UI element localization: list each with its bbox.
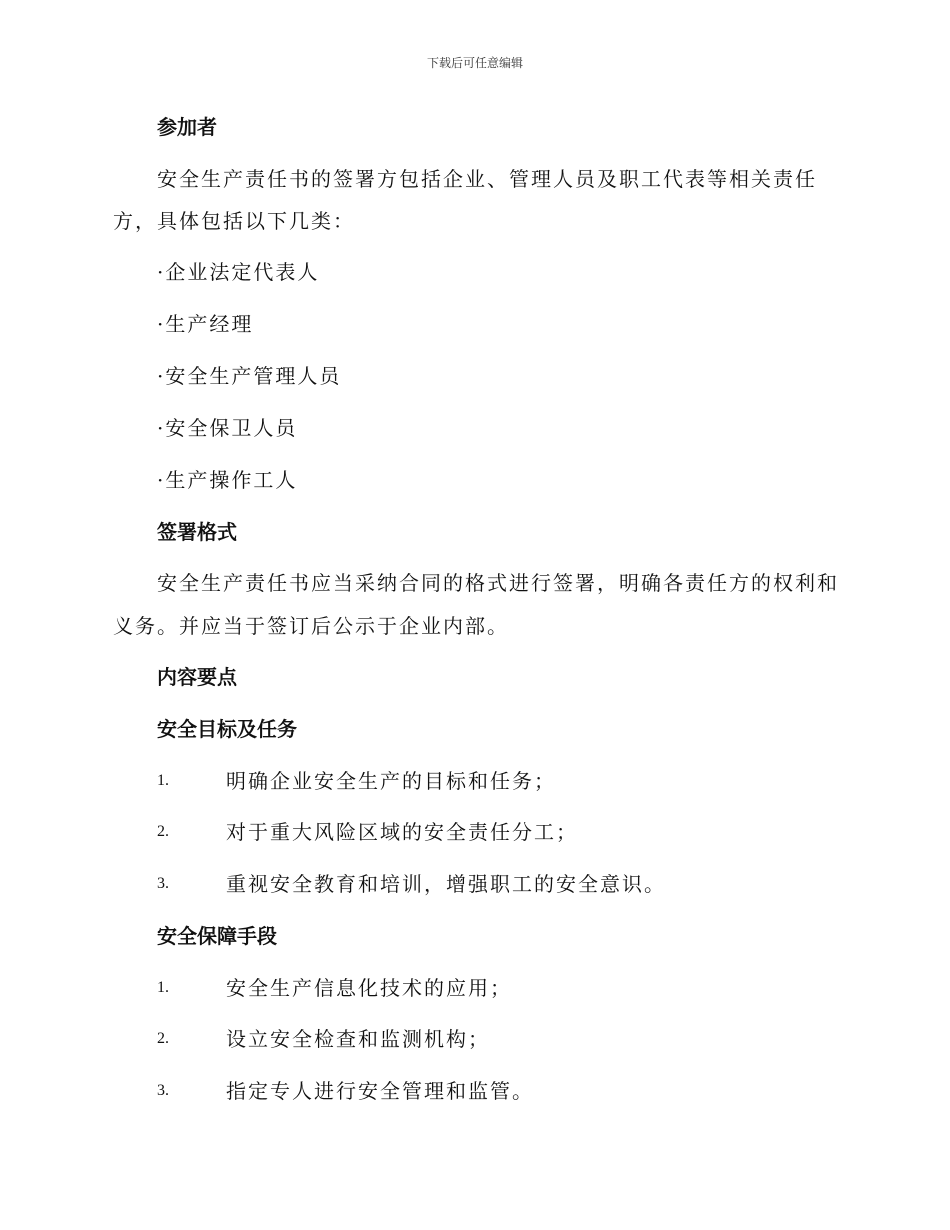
measure-item-number: 1. xyxy=(157,979,169,996)
heading-format: 签署格式 xyxy=(157,520,237,544)
goal-item-text: 明确企业安全生产的目标和任务； xyxy=(226,769,556,793)
measure-item-text: 设立安全检查和监测机构； xyxy=(226,1027,490,1051)
goal-item-number: 1. xyxy=(157,772,169,789)
participant-bullet-item: ·生产经理 xyxy=(157,312,254,336)
participants-para-line-1: 安全生产责任书的签署方包括企业、管理人员及职工代表等相关责任 xyxy=(157,167,817,191)
participant-bullet-item: ·安全生产管理人员 xyxy=(157,364,342,388)
goal-item-text: 重视安全教育和培训，增强职工的安全意识。 xyxy=(226,872,666,896)
heading-content: 内容要点 xyxy=(157,665,237,689)
format-para-line-1: 安全生产责任书应当采纳合同的格式进行签署，明确各责任方的权利和 xyxy=(157,571,839,595)
participants-para-line-2: 方，具体包括以下几类： xyxy=(113,209,355,233)
participant-bullet-item: ·企业法定代表人 xyxy=(157,260,320,284)
measure-item-text: 指定专人进行安全管理和监管。 xyxy=(226,1079,534,1103)
measure-item-number: 3. xyxy=(157,1082,169,1099)
goal-item-number: 2. xyxy=(157,823,169,840)
participant-bullet-item: ·安全保卫人员 xyxy=(157,416,298,440)
measure-item-text: 安全生产信息化技术的应用； xyxy=(226,976,512,1000)
header-note: 下载后可任意编辑 xyxy=(426,56,523,70)
heading-measures: 安全保障手段 xyxy=(157,924,277,948)
heading-participants: 参加者 xyxy=(157,115,217,139)
format-para-line-2: 义务。并应当于签订后公示于企业内部。 xyxy=(113,614,509,638)
goal-item-number: 3. xyxy=(157,875,169,892)
heading-goals: 安全目标及任务 xyxy=(157,717,297,741)
measure-item-number: 2. xyxy=(157,1030,169,1047)
goal-item-text: 对于重大风险区域的安全责任分工； xyxy=(226,820,578,844)
participant-bullet-item: ·生产操作工人 xyxy=(157,468,298,492)
